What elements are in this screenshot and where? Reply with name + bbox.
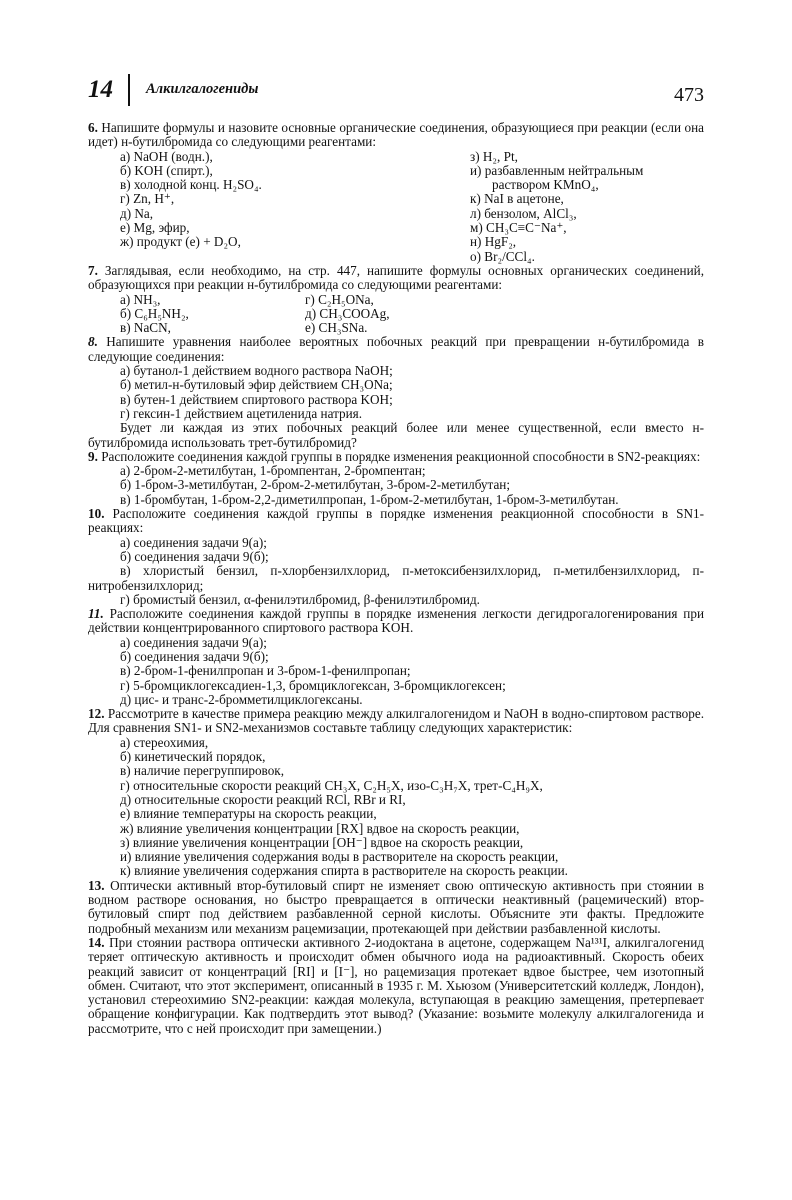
reagent-column-left [88, 293, 305, 336]
problem-number: 14. [88, 934, 105, 950]
list-item: л) бензолом, AlCl₃, [470, 205, 577, 221]
list-item: б) 1-бром-3-метилбутан, 2-бром-2-метилбутан, 3-бром-2-метилбутан; [120, 477, 511, 493]
list-item: а) стереохимия, [120, 734, 209, 750]
list-item: г) 5-бромциклогексадиен-1,3, бромциклогексан, 3-бромциклогексен; [120, 677, 506, 693]
problem-number: 11. [88, 606, 104, 622]
list-item: в) хлористый бензил, п-хлорбензилхлорид, п-метоксибензилхлорид, п-метилбензилхлорид, п-нитробензилхлорид; [88, 563, 704, 593]
list-item: г) C₂H₅ONa, [305, 291, 374, 307]
list-item: раствором KMnO₄, [492, 177, 599, 193]
problem-14 [88, 936, 704, 1036]
list-item: в) 2-бром-1-фенилпропан и 3-бром-1-фенилпропан; [120, 663, 411, 679]
list-item: е) влияние температуры на скорость реакции, [120, 806, 377, 822]
list-item: а) соединения задачи 9(а); [120, 634, 267, 650]
problem-10 [88, 507, 704, 536]
reagent-column-right [470, 150, 704, 264]
list-item: г) гексин-1 действием ацетиленида натрия. [120, 405, 363, 421]
list-item: а) NaOH (водн.), [120, 148, 213, 164]
running-header [88, 72, 704, 112]
list-item: н) HgF₂, [470, 234, 517, 250]
list-item: в) 1-бромбутан, 1-бром-2,2-диметилпропан, 1-бром-2-метилбутан, 1-бром-3-метилбутан. [120, 491, 619, 507]
chapter-number: 14 [88, 76, 113, 103]
problem-7 [88, 264, 704, 293]
problem-number: 7. [88, 262, 98, 278]
list-item: ж) продукт (е) + D₂O, [120, 234, 241, 250]
header-divider [128, 74, 130, 106]
list-item: г) относительные скорости реакций CH₃X, C₂H₅X, изо-C₃H₇X, трет-C₄H₉X, [120, 777, 543, 793]
reagent-column-right [305, 293, 555, 336]
list-item: д) CH₃COOAg, [305, 305, 390, 321]
list-item: д) цис- и транс-2-бромметилциклогексаны. [120, 691, 363, 707]
list-item: в) бутен-1 действием спиртового раствора KOH; [120, 391, 393, 407]
problem-7-reagents [88, 293, 704, 336]
problem-number: 6. [88, 120, 98, 135]
problem-text: Заглядывая, если необходимо, на стр. 447, напишите формулы основных органических соединений, образующихся при реакции н-бутилбромида со следующими реагентами: [88, 262, 704, 293]
list-item: е) CH₃SNa. [305, 320, 368, 336]
list-item: д) Na, [120, 205, 154, 221]
problem-text: Расположите соединения каждой группы в порядке изменения реакционной способности в SN1-реакциях: [88, 506, 704, 536]
list-item: и) разбавленным нейтральным [470, 162, 644, 178]
list-item: б) кинетический порядок, [120, 749, 266, 765]
problem-number: 10. [88, 506, 105, 522]
problem-11 [88, 607, 704, 636]
problem-8 [88, 335, 704, 364]
list-item: а) NH₃, [120, 291, 161, 307]
problem-number: 13. [88, 877, 105, 893]
list-item: г) Zn, H⁺, [120, 191, 175, 207]
problems-text [88, 121, 704, 1036]
problem-text: Напишите формулы и назовите основные органические соединения, образующиеся при реакции (если она идет) н-бутилбромида со следующими реагентами: [88, 120, 705, 150]
list-item: б) метил-н-бутиловый эфир действием CH₃ONa; [120, 377, 393, 393]
list-item: а) соединения задачи 9(а); [120, 534, 267, 550]
list-item: е) Mg, эфир, [120, 220, 190, 236]
list-item: к) влияние увеличения содержания спирта в растворителе на скорость реакции. [120, 863, 568, 879]
list-item: в) NaCN, [120, 320, 171, 336]
reagent-column-left [88, 150, 470, 264]
problem-6 [88, 121, 704, 150]
list-item: к) NaI в ацетоне, [470, 191, 564, 207]
list-item: о) Br₂/CCl₄. [470, 248, 535, 264]
problem-text: Расположите соединения каждой группы в порядке изменения легкости дегидрогалогенирования при действии концентрированного спиртового раствора KOH. [88, 606, 705, 636]
list-item: б) KOH (спирт.), [120, 162, 213, 178]
list-item: ж) влияние увеличения концентрации [RX] вдвое на скорость реакции, [120, 820, 520, 836]
problem-number: 12. [88, 706, 105, 722]
problem-12 [88, 707, 704, 736]
list-item: м) CH₃C≡C⁻Na⁺, [470, 220, 567, 236]
problem-text: Расположите соединения каждой группы в порядке изменения реакционной способности в SN2-реакциях: [101, 448, 701, 464]
list-item: а) 2-бром-2-метилбутан, 1-бромпентан, 2-бромпентан; [120, 463, 426, 479]
chapter-title: Алкилгалогениды [146, 81, 259, 97]
problem-8-followup: Будет ли каждая из этих побочных реакций более или менее существенной, если вместо н-бутилбромида использовать трет-бутилбромид? [88, 420, 704, 450]
list-item: а) бутанол-1 действием водного раствора NaOH; [120, 363, 393, 379]
problem-9 [88, 450, 704, 464]
problem-13 [88, 879, 704, 936]
problem-text: Рассмотрите в качестве примера реакцию между алкилгалогенидом и NaOH в водно-спиртовом растворе. Для сравнения SN1- и SN2-механизмов составьте таблицу следующих характеристик: [88, 706, 704, 736]
list-item: б) C₆H₅NH₂, [120, 305, 189, 321]
list-item: д) относительные скорости реакций RCl, RBr и RI, [120, 791, 406, 807]
list-item: в) холодной конц. H₂SO₄. [120, 177, 262, 193]
list-item: б) соединения задачи 9(б); [120, 548, 269, 564]
problem-text: При стоянии раствора оптически активного 2-иодоктана в ацетоне, содержащем Na¹³¹I, алкилгалогенид теряет оптическую активность и происходит обмен обычного иода на радиоактивный. Скорость обеих реакций зависит от концентраций [RI] и [I⁻], но рацемизация протекает вдвое быстрее, чем изотопный обмен. Считают, что этот эксперимент, описанный в 1935 г. М. Хьюзом (Университетский колледж, Лондон), установил стереохимию SN2-реакции: каждая молекула, вступающая в реакцию замещения, претерпевает обращение конфигурации. Как подтвердить этот вывод? (Указание: возьмите молекулу алкилгалогенида и рассмотрите, что с ней происходит при замещении.) [88, 934, 705, 1036]
list-item: б) соединения задачи 9(б); [120, 648, 269, 664]
problem-number: 8. [88, 334, 98, 350]
list-item: з) H₂, Pt, [470, 148, 518, 164]
list-item: в) наличие перегруппировок, [120, 763, 284, 779]
list-item: г) бромистый бензил, α-фенилэтилбромид, β-фенилэтилбромид. [120, 591, 480, 607]
page-number: 473 [674, 84, 704, 106]
problem-text: Оптически активный втор-бутиловый спирт не изменяет свою оптическую активность при стоянии в водном растворе основания, но быстро превращается в оптически неактивный (рацемический) втор-бутиловый спирт под действием разбавленной серной кислоты. Объясните эти факты. Предложите подробный механизм или механизм рацемизации, протекающей при действии разбавленной кислоты. [88, 877, 705, 936]
list-item: з) влияние увеличения концентрации [OH⁻] вдвое на скорость реакции, [120, 834, 524, 850]
list-item: и) влияние увеличения содержания воды в растворителе на скорость реакции, [120, 849, 559, 865]
problem-text: Напишите уравнения наиболее вероятных побочных реакций при превращении н-бутилбромида в следующие соединения: [88, 334, 704, 364]
problem-number: 9. [88, 448, 98, 464]
problem-6-reagents [88, 150, 704, 264]
